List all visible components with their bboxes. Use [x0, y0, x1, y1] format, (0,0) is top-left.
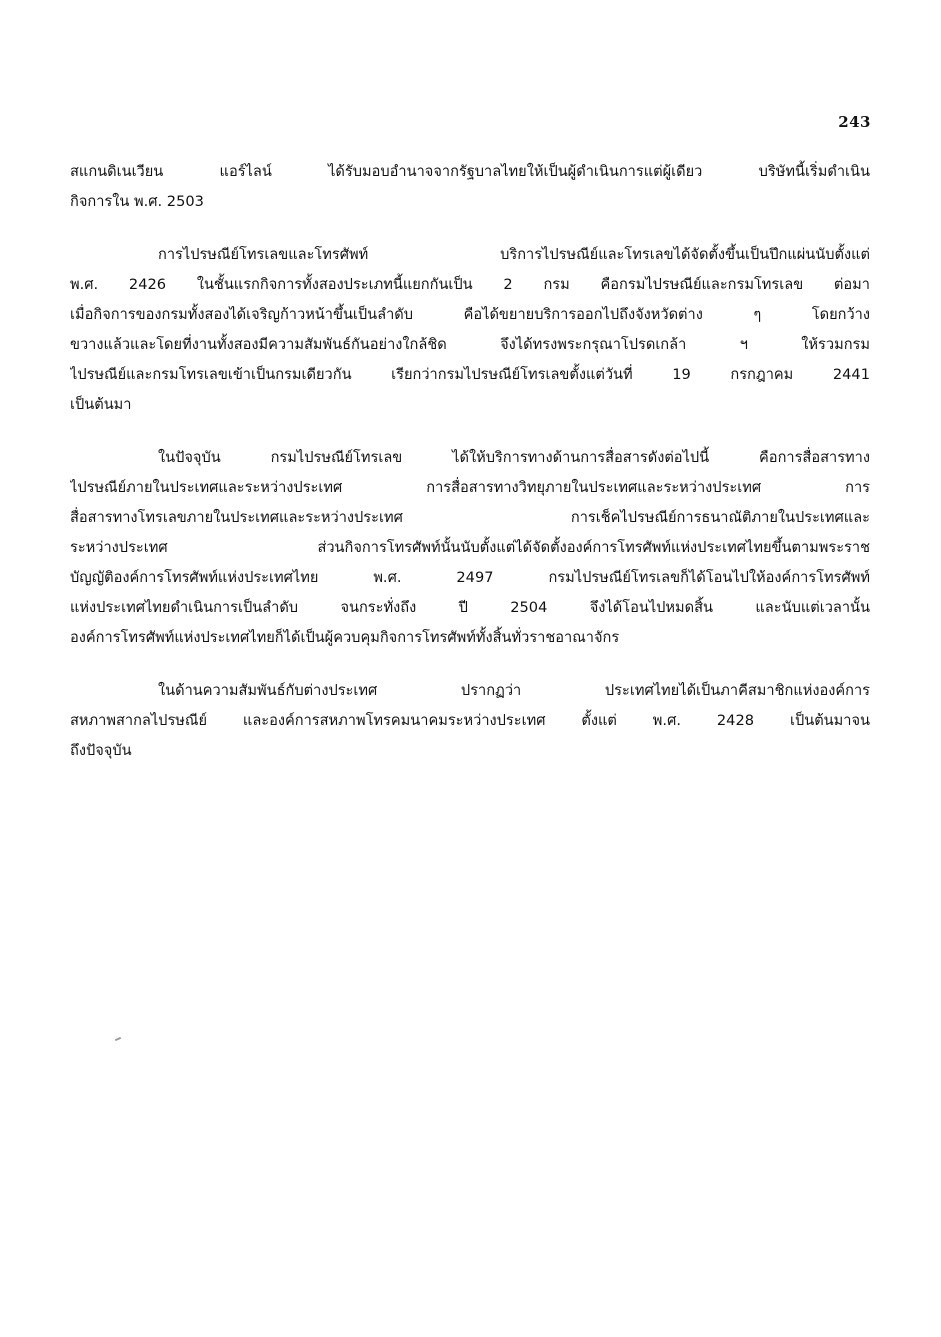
text-line: ไปรษณีย์และกรมโทรเลขเข้าเป็นกรมเดียวกัน เรียกว่ากรมไปรษณีย์โทรเลขตั้งแต่วันที่ 19 กรกฎาคม 2441 [70, 366, 870, 383]
paragraph-3 [70, 443, 870, 653]
text-line: การไปรษณีย์โทรเลขและโทรศัพท์ บริการไปรษณีย์และโทรเลขได้จัดตั้งขึ้นเป็นปึกแผ่นนับตั้งแต่ [158, 246, 870, 263]
text-line: ในปัจจุบัน กรมไปรษณีย์โทรเลข ได้ให้บริการทางด้านการสื่อสารดังต่อไปนี้ คือการสื่อสารทาง [158, 449, 870, 466]
text-line: ในด้านความสัมพันธ์กับต่างประเทศ ปรากฏว่า ประเทศไทยได้เป็นภาคีสมาชิกแห่งองค์การ [158, 682, 870, 699]
text-line: สหภาพสากลไปรษณีย์ และองค์การสหภาพโทรคมนาคมระหว่างประเทศ ตั้งแต่ พ.ศ. 2428 เป็นต้นมาจน [70, 712, 870, 729]
text-line: แห่งประเทศไทยดำเนินการเป็นลำดับ จนกระทั่งถึง ปี 2504 จึงได้โอนไปหมดสิ้น และนับแต่เวลานั้น [70, 599, 870, 616]
text-line: องค์การโทรศัพท์แห่งประเทศไทยก็ได้เป็นผู้ควบคุมกิจการโทรศัพท์ทั้งสิ้นทั่วราชอาณาจักร [70, 629, 620, 646]
scan-speck [115, 1037, 121, 1041]
document-body [70, 157, 870, 766]
text-line: ขวางแล้วและโดยที่งานทั้งสองมีความสัมพันธ์กันอย่างใกล้ชิด จึงได้ทรงพระกรุณาโปรดเกล้า ฯ ให้รวมกรม [70, 336, 870, 353]
paragraph-4 [70, 676, 870, 766]
paragraph-1 [70, 157, 870, 217]
paragraph-2 [70, 240, 870, 420]
text-line: สแกนดิเนเวียน แอร์ไลน์ ได้รับมอบอำนาจจากรัฐบาลไทยให้เป็นผู้ดำเนินการแต่ผู้เดียว บริษัทนี้เริ่มดำเนิน [70, 163, 870, 180]
text-line: สื่อสารทางโทรเลขภายในประเทศและระหว่างประเทศ การเช็คไปรษณีย์การธนาณัติภายในประเทศและ [70, 509, 870, 526]
text-line: กิจการใน พ.ศ. 2503 [70, 193, 204, 210]
text-line: ระหว่างประเทศ ส่วนกิจการโทรศัพท์นั้นนับตั้งแต่ได้จัดตั้งองค์การโทรศัพท์แห่งประเทศไทยขึ้นตามพระราช [70, 539, 870, 556]
text-line: ไปรษณีย์ภายในประเทศและระหว่างประเทศ การสื่อสารทางวิทยุภายในประเทศและระหว่างประเทศ การ [70, 479, 870, 496]
text-line: บัญญัติองค์การโทรศัพท์แห่งประเทศไทย พ.ศ. 2497 กรมไปรษณีย์โทรเลขก็ได้โอนไปให้องค์การโทรศัพท์ [70, 569, 870, 586]
text-line: เป็นต้นมา [70, 396, 132, 413]
text-line: เมื่อกิจการของกรมทั้งสองได้เจริญก้าวหน้าขึ้นเป็นลำดับ คือได้ขยายบริการออกไปถึงจังหวัดต่าง ๆ โดยกว้าง [70, 306, 870, 323]
text-line: ถึงปัจจุบัน [70, 742, 132, 759]
page-number: 243 [838, 113, 871, 131]
text-line: พ.ศ. 2426 ในชั้นแรกกิจการทั้งสองประเภทนี้แยกกันเป็น 2 กรม คือกรมไปรษณีย์และกรมโทรเลข ต่อมา [70, 276, 870, 293]
